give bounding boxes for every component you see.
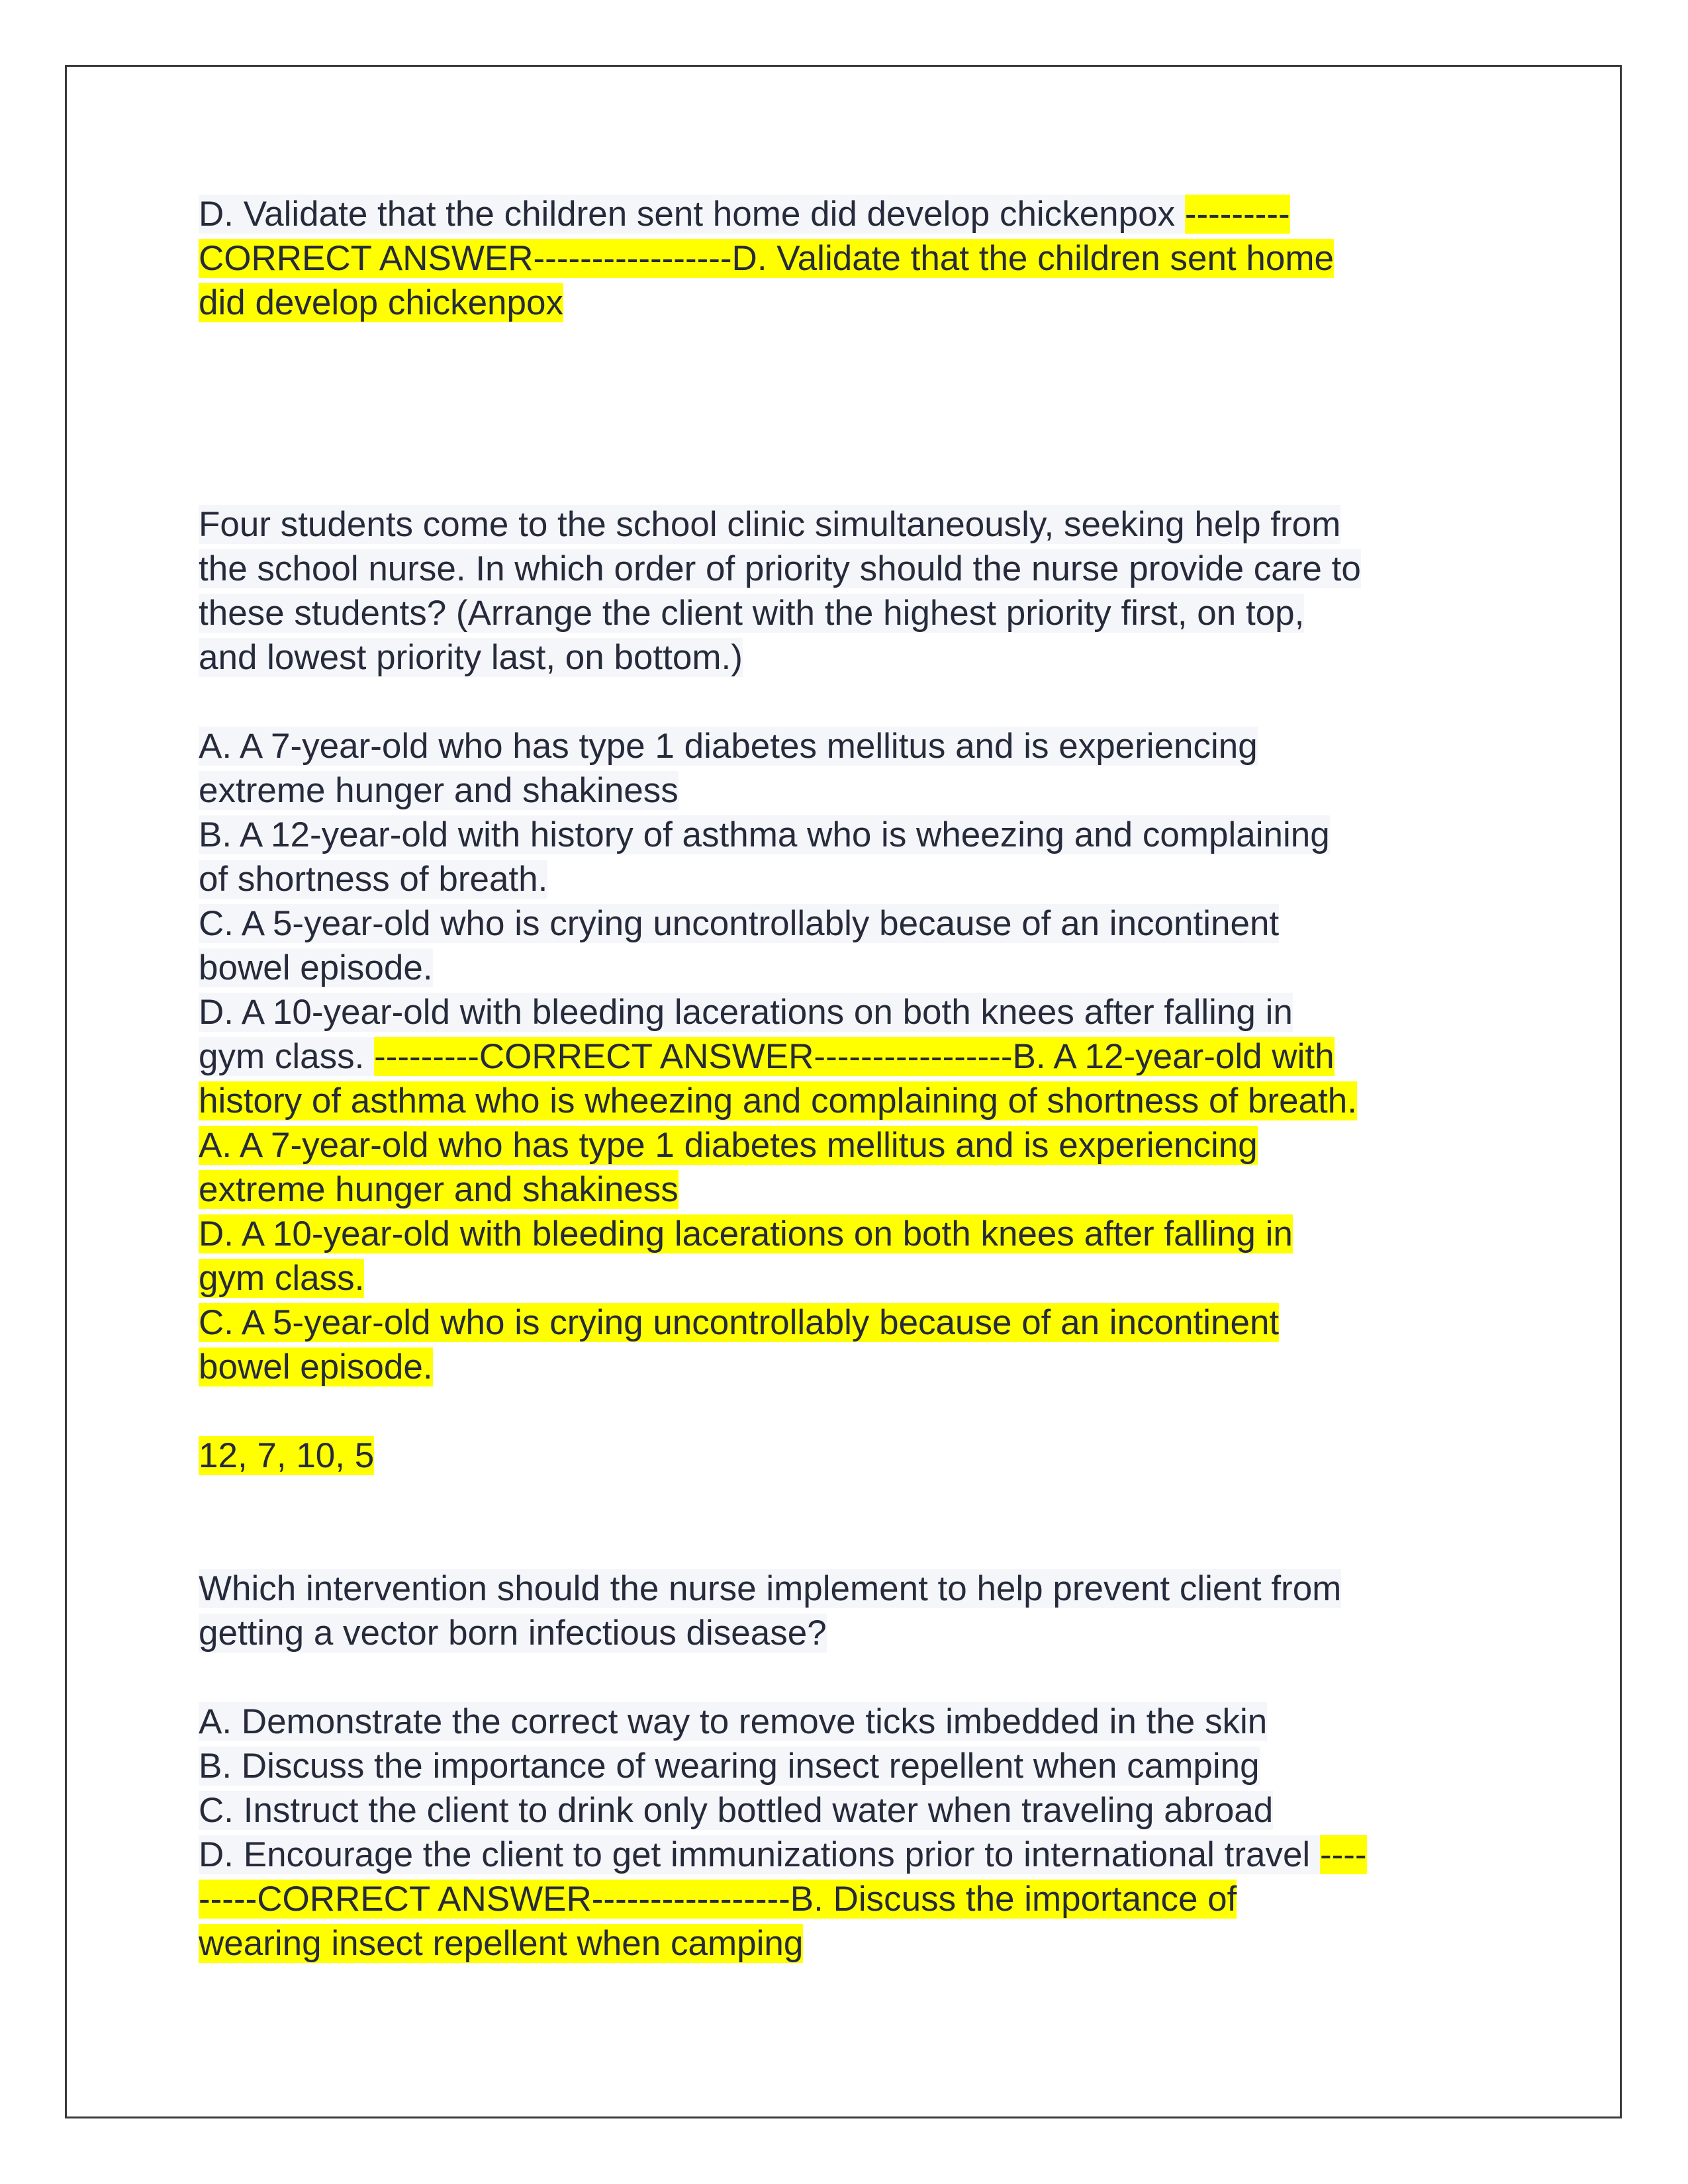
q3-stem-text: Which intervention should the nurse implement to help prevent client from [199,1569,1342,1608]
q2-option-c: C. A 5-year-old who is crying uncontrollably because of an incontinent [199,904,1280,943]
q2-option-b: of shortness of breath. [199,860,548,899]
q3-answer-highlight: ---- [1319,1835,1367,1874]
q2-answer-highlight: A. A 7-year-old who has type 1 diabetes mellitus and is experiencing [199,1126,1258,1165]
q2-answer-highlight: gym class. [199,1259,365,1298]
q2-answer-line [199,1167,1496,1212]
q2-answer-summary: 12, 7, 10, 5 [199,1436,375,1475]
q2-option-line [199,768,1496,813]
q3-option-b: B. Discuss the importance of wearing insect repellent when camping [199,1747,1260,1786]
q3-option-a: A. Demonstrate the correct way to remove ticks imbedded in the skin [199,1702,1268,1741]
q2-answer-line [199,1256,1496,1300]
q2-stem-line [199,502,1496,547]
spacer [199,680,1496,724]
q1-option-text: D. Validate that the children sent home did develop chickenpox [199,195,1185,234]
q2-stem-text: and lowest priority last, on bottom.) [199,638,743,677]
q3-stem-text: getting a vector born infectious disease? [199,1614,827,1653]
q1-answer-highlight: did develop chickenpox [199,283,563,322]
q1-line-2 [199,236,1496,281]
q2-option-line [199,990,1496,1034]
q3-answer-highlight: wearing insect repellent when camping [199,1924,804,1963]
q2-option-c: bowel episode. [199,948,433,987]
q3-option-line [199,1788,1496,1833]
question-1 [199,192,1496,325]
q3-answer-highlight: -----CORRECT ANSWER-----------------B. Discuss the importance of [199,1880,1237,1919]
q3-answer-line [199,1921,1496,1966]
q1-line-3 [199,281,1496,325]
q2-answer-line [199,1300,1496,1345]
q2-answer-highlight: D. A 10-year-old with bleeding lacerations on both knees after falling in [199,1214,1293,1253]
q3-answer-line [199,1877,1496,1921]
spacer [199,1478,1496,1567]
q3-option-line [199,1700,1496,1744]
q2-option-a: extreme hunger and shakiness [199,771,679,810]
q2-option-line [199,1034,1496,1079]
q2-answer-highlight: history of asthma who is wheezing and complaining of shortness of breath. [199,1081,1357,1120]
q3-option-d: D. Encourage the client to get immunizations prior to international travel [199,1835,1320,1874]
q3-stem-line [199,1567,1496,1611]
q2-option-line [199,813,1496,857]
q2-stem-line [199,547,1496,591]
q2-answer-line [199,1079,1496,1123]
q2-option-line [199,946,1496,990]
q2-option-line [199,901,1496,946]
spacer [199,1389,1496,1433]
q2-answer-line [199,1212,1496,1256]
q1-answer-highlight: --------- [1184,195,1290,234]
q2-answer-highlight: extreme hunger and shakiness [199,1170,679,1209]
q2-option-b: B. A 12-year-old with history of asthma who is wheezing and complaining [199,815,1330,854]
q1-line-1 [199,192,1496,236]
q2-summary-line [199,1433,1496,1478]
q2-option-a: A. A 7-year-old who has type 1 diabetes mellitus and is experiencing [199,727,1258,766]
q2-option-d: gym class. [199,1037,375,1076]
q2-answer-line [199,1345,1496,1389]
q2-stem-text: the school nurse. In which order of priority should the nurse provide care to [199,549,1361,588]
q2-option-line [199,724,1496,768]
q2-stem-text: these students? (Arrange the client with the highest priority first, on top, [199,594,1305,633]
question-2 [199,502,1496,1478]
q2-answer-highlight: C. A 5-year-old who is crying uncontrollably because of an incontinent [199,1303,1280,1342]
q1-answer-highlight: CORRECT ANSWER-----------------D. Validate that the children sent home [199,239,1334,278]
q2-answer-highlight: ---------CORRECT ANSWER-----------------B. A 12-year-old with [374,1037,1335,1076]
q3-stem-line [199,1611,1496,1655]
q2-option-line [199,857,1496,901]
q2-stem-line [199,591,1496,635]
q3-option-line [199,1744,1496,1788]
q2-option-d: D. A 10-year-old with bleeding lacerations on both knees after falling in [199,993,1293,1032]
q3-option-line [199,1833,1496,1877]
document-body [199,192,1496,1966]
q2-stem-line [199,635,1496,680]
spacer [199,325,1496,502]
spacer [199,1655,1496,1700]
q3-option-c: C. Instruct the client to drink only bottled water when traveling abroad [199,1791,1274,1830]
q2-stem-text: Four students come to the school clinic simultaneously, seeking help from [199,505,1341,544]
question-3 [199,1567,1496,1966]
q2-answer-line [199,1123,1496,1167]
q2-answer-highlight: bowel episode. [199,1347,433,1387]
